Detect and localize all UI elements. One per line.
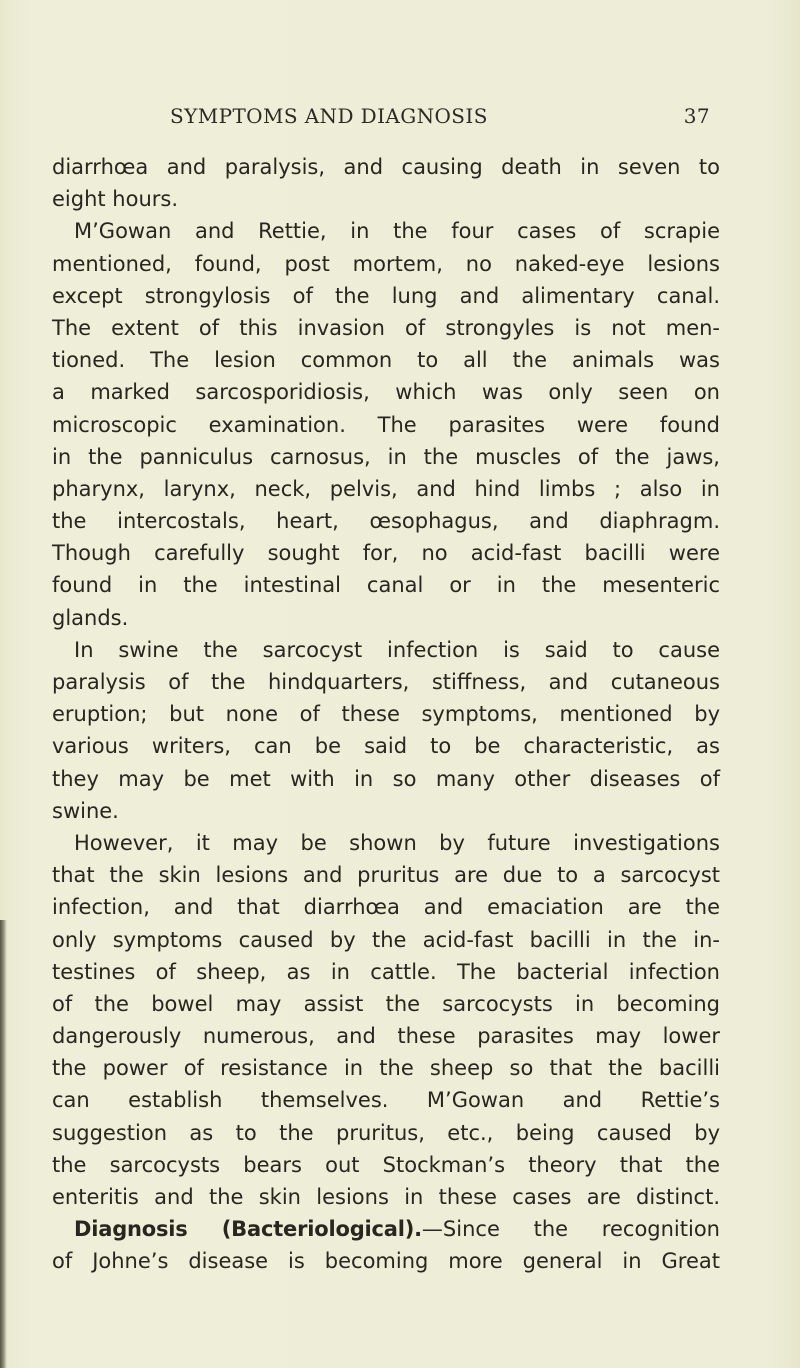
text-line: of the bowel may assist the sarcocysts in becoming xyxy=(52,991,720,1016)
text-line: they may be met with in so many other diseases of xyxy=(52,766,720,791)
text-line: tioned. The lesion common to all the animals was xyxy=(52,348,720,373)
text-line: mentioned, found, post mortem, no naked-eye lesions xyxy=(52,251,720,276)
text-line: eruption; but none of these symptoms, mentioned by xyxy=(52,702,720,727)
diagnosis-paragraph-first-line xyxy=(52,1213,720,1245)
text-line: testines of sheep, as in cattle. The bacterial infection xyxy=(52,959,720,984)
text-line: of Johne’s disease is becoming more general in Great xyxy=(52,1249,720,1274)
text-line: that the skin lesions and pruritus are due to a sarcocyst xyxy=(52,863,720,888)
text-line: eight hours. xyxy=(52,187,179,212)
text-line: various writers, can be said to be characteristic, as xyxy=(52,734,720,759)
text-line: dangerously numerous, and these parasites may lower xyxy=(52,1024,720,1049)
page-number: 37 xyxy=(683,104,710,128)
text-line: glands. xyxy=(52,605,129,630)
text-line: suggestion as to the pruritus, etc., being caused by xyxy=(52,1120,720,1145)
paragraph-first-line: However, it may be shown by future investigations xyxy=(74,830,720,855)
running-header xyxy=(170,104,710,140)
paragraph-first-line: In swine the sarcocyst infection is said to cause xyxy=(74,637,720,662)
text-line: found in the intestinal canal or in the mesenteric xyxy=(52,573,720,598)
diagnosis-intro-text: —Since the recognition xyxy=(421,1217,720,1242)
text-line: diarrhœa and paralysis, and causing death in seven to xyxy=(52,155,720,179)
text-line: the power of resistance in the sheep so that the bacilli xyxy=(52,1056,720,1081)
text-line: a marked sarcosporidiosis, which was only seen on xyxy=(52,380,720,405)
text-line: can establish themselves. M’Gowan and Rettie’s xyxy=(52,1088,720,1113)
text-line: except strongylosis of the lung and alimentary canal. xyxy=(52,283,720,308)
text-line: microscopic examination. The parasites were found xyxy=(52,412,720,437)
page-edge-shadow xyxy=(0,920,7,1368)
body-text xyxy=(52,151,720,1278)
diagnosis-heading: Diagnosis (Bacteriological). xyxy=(74,1217,422,1242)
text-line: pharynx, larynx, neck, pelvis, and hind limbs ; also in xyxy=(52,476,720,501)
text-line: infection, and that diarrhœa and emaciation are the xyxy=(52,895,720,920)
text-line: only symptoms caused by the acid-fast bacilli in the in- xyxy=(52,927,720,952)
text-line: Though carefully sought for, no acid-fast bacilli were xyxy=(52,541,720,566)
text-line: The extent of this invasion of strongyles is not men- xyxy=(52,315,720,340)
text-line: swine. xyxy=(52,798,119,823)
text-line: enteritis and the skin lesions in these cases are distinct. xyxy=(52,1185,720,1209)
running-title: SYMPTOMS AND DIAGNOSIS xyxy=(170,104,488,128)
text-line: the sarcocysts bears out Stockman’s theory that the xyxy=(52,1152,720,1177)
text-line: in the panniculus carnosus, in the muscles of the jaws, xyxy=(52,444,720,469)
text-line: paralysis of the hindquarters, stiffness, and cutaneous xyxy=(52,670,720,694)
text-line: the intercostals, heart, œsophagus, and diaphragm. xyxy=(52,509,720,534)
paragraph-first-line: M’Gowan and Rettie, in the four cases of scrapie xyxy=(74,219,720,244)
